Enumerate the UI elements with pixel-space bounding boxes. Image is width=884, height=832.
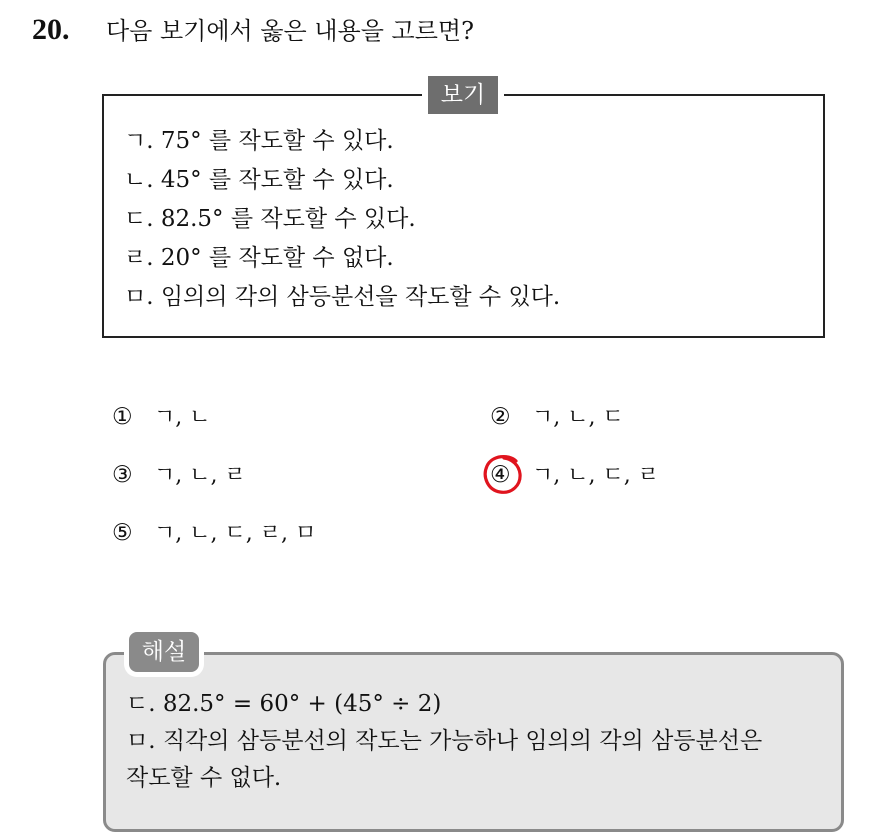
choice-5[interactable] [112,518,316,549]
choice-number: ② [490,404,511,430]
choice-text: ㄱ, ㄴ, ㄷ, ㄹ, ㅁ [154,521,317,546]
bogi-list [124,122,560,317]
choice-number: ④ [490,462,511,488]
choice-text: ㄱ, ㄴ [154,405,211,430]
bogi-item: ㄴ. 45° 를 작도할 수 있다. [124,167,394,193]
choice-text: ㄱ, ㄴ, ㄷ [532,405,624,430]
choice-3[interactable] [112,460,246,491]
question-number: 20. [32,13,70,46]
haesul-line: 작도할 수 없다. [126,765,282,791]
bogi-item: ㄱ. 75° 를 작도할 수 있다. [124,128,394,154]
choice-number: ⑤ [112,520,133,546]
haesul-line: ㅁ. 직각의 삼등분선의 작도는 가능하나 임의의 각의 삼등분선은 [126,728,763,754]
bogi-item: ㄷ. 82.5° 를 작도할 수 있다. [124,206,416,232]
choice-number: ③ [112,462,133,488]
choice-text: ㄱ, ㄴ, ㄹ [154,463,246,488]
haesul-line: ㄷ. 82.5° = 60° + (45° ÷ 2) [126,691,442,717]
choice-text: ㄱ, ㄴ, ㄷ, ㄹ [532,463,659,488]
question-text: 다음 보기에서 옳은 내용을 고르면? [106,17,474,45]
choice-2[interactable] [490,402,624,433]
haesul-content [126,686,826,797]
choice-number: ① [112,404,133,430]
haesul-tag: 해설 [129,632,199,672]
bogi-item: ㄹ. 20° 를 작도할 수 없다. [124,245,394,271]
bogi-item: ㅁ. 임의의 각의 삼등분선을 작도할 수 있다. [124,284,561,310]
choice-1[interactable] [112,402,211,433]
bogi-tag: 보기 [428,76,498,114]
choice-4[interactable] [490,460,659,491]
